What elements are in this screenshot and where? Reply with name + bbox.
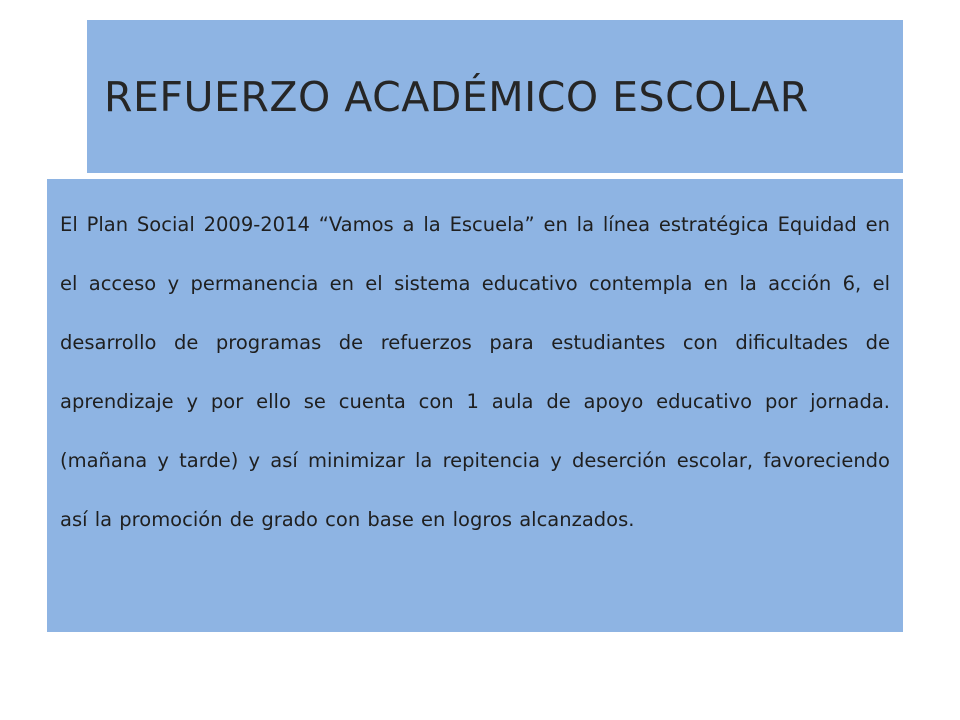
title-box xyxy=(87,20,903,173)
slide-title: REFUERZO ACADÉMICO ESCOLAR xyxy=(104,72,809,121)
body-paragraph: El Plan Social 2009-2014 “Vamos a la Escuela” en la línea estratégica Equidad en el acceso y permanencia en el sistema educativo contempla en la acción 6, el desarrollo de programas de refuerzos para estudiantes con dificultades de aprendizaje y por ello se cuenta con 1 aula de apoyo educativo por jornada.(mañana y tarde) y así minimizar la repitencia y deserción escolar, favoreciendo así la promoción de grado con base en logros alcanzados. xyxy=(60,213,890,531)
body-text-box xyxy=(47,179,903,632)
